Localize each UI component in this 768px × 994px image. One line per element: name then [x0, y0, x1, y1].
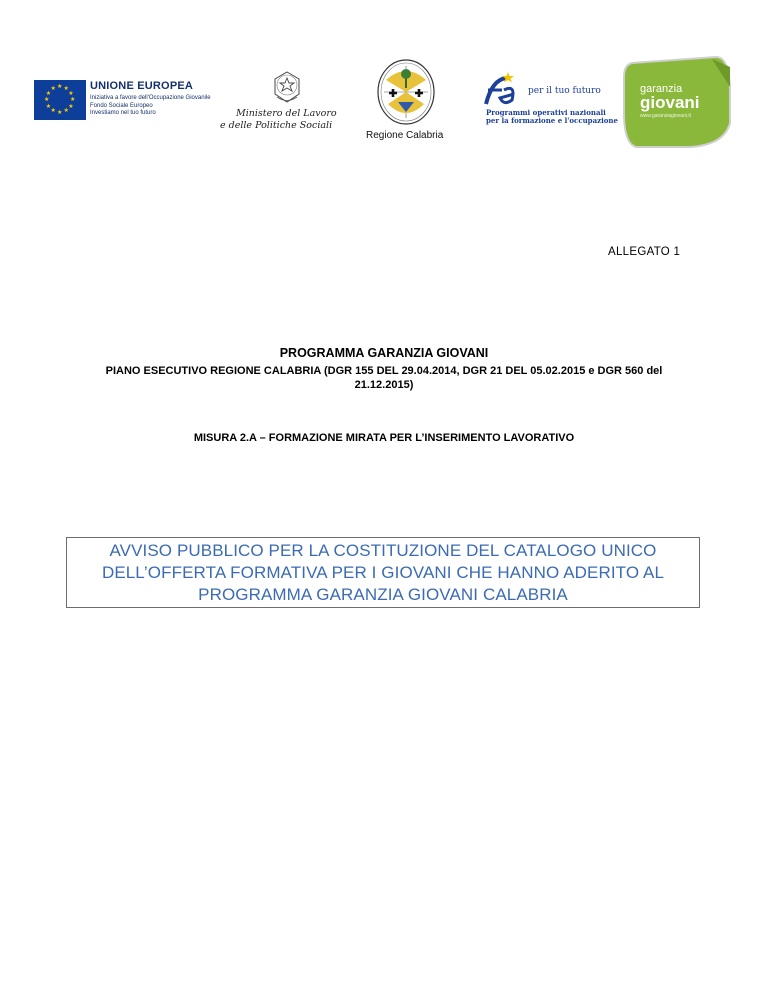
eu-star-icon: ★ [70, 97, 76, 103]
eu-logo-line: Investiamo nel tuo futuro [90, 110, 156, 116]
eu-star-icon: ★ [50, 85, 56, 92]
avviso-title [102, 540, 664, 606]
allegato-label: ALLEGATO 1 [608, 246, 681, 258]
fse-subtitle-line1: Programmi operativi nazionali [486, 108, 606, 117]
eu-logo-subtitle [90, 95, 211, 118]
piano-line1: PIANO ESECUTIVO REGIONE CALABRIA (DGR 155 DEL 29.04.2014, DGR 21 DEL 05.02.2015 e DGR 560 del [105, 365, 663, 377]
eu-star-icon: ★ [45, 90, 52, 97]
eu-star-icon: ★ [63, 85, 69, 92]
eu-star-icon: ★ [68, 103, 74, 110]
eu-star-icon: ★ [57, 110, 63, 116]
avviso-title-box [66, 537, 700, 608]
regione-calabria-emblem-icon [376, 58, 436, 126]
eu-star-icon: ★ [68, 90, 74, 97]
ministero-line1: Ministero del Lavoro [236, 108, 337, 119]
ministero-lavoro-logo-text [220, 108, 337, 132]
eu-logo-line: Fondo Sociale Europeo [90, 102, 153, 109]
italian-republic-emblem-icon [272, 70, 302, 104]
avviso-line2: DELL’OFFERTA FORMATIVA PER I GIOVANI CHE HANNO ADERITO AL [101, 562, 665, 582]
eu-logo-title: UNIONE EUROPEA [90, 80, 194, 92]
regione-calabria-label: Regione Calabria [366, 130, 444, 141]
eu-star-icon: ★ [57, 84, 63, 90]
programma-title: PROGRAMMA GARANZIA GIOVANI [279, 346, 489, 360]
piano-line2: 21.12.2015) [354, 379, 414, 391]
ministero-line2: e delle Politiche Sociali [220, 120, 333, 131]
fse-logo-icon [482, 70, 522, 106]
eu-star-icon: ★ [63, 108, 69, 115]
fse-tagline: per il tuo futuro [528, 86, 601, 96]
fse-subtitle [486, 108, 618, 125]
garanzia-logo-url: www.garanziagiovani.it [640, 113, 691, 119]
avviso-line3: PROGRAMMA GARANZIA GIOVANI CALABRIA [198, 584, 568, 604]
eu-star-icon: ★ [50, 108, 56, 115]
eu-star-icon: ★ [45, 103, 52, 110]
garanzia-logo-line1: garanzia [640, 83, 683, 95]
eu-flag-logo [34, 80, 86, 120]
garanzia-logo-line2: giovani [640, 93, 700, 112]
misura-heading: MISURA 2.A – FORMAZIONE MIRATA PER L’INSERIMENTO LAVORATIVO [193, 432, 575, 444]
piano-esecutivo-heading [74, 364, 694, 392]
avviso-line1: AVVISO PUBBLICO PER LA COSTITUZIONE DEL CATALOGO UNICO [109, 540, 657, 560]
eu-star-icon: ★ [44, 97, 50, 103]
fse-subtitle-line2: per la formazione e l'occupazione [486, 116, 618, 125]
eu-logo-line: Iniziativa a favore dell'Occupazione Giovanile [90, 95, 211, 101]
